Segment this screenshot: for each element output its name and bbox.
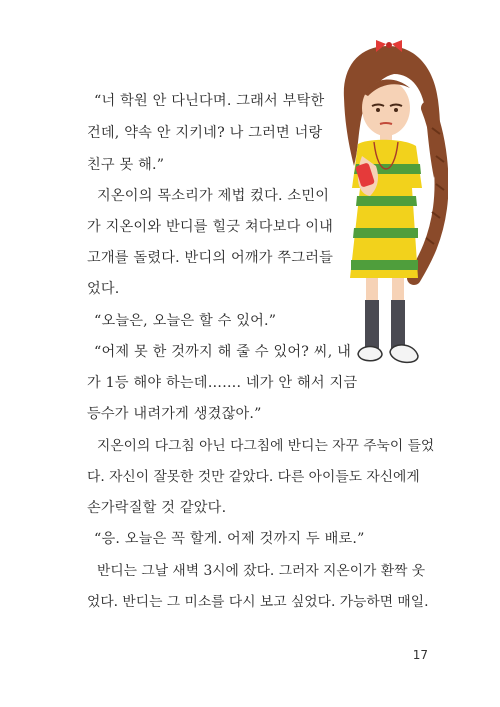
- text-line: 가 지온이와 반디를 힐긋 쳐다보다 이내: [87, 219, 334, 235]
- text-line: “어제 못 한 것까지 해 줄 수 있어? 씨, 내: [94, 344, 352, 360]
- text-line: 었다.: [87, 281, 120, 297]
- text-line: 지온이의 목소리가 제법 컸다. 소민이: [97, 188, 330, 204]
- text-line: “너 학원 안 다닌다며. 그래서 부탁한: [94, 93, 325, 109]
- text-line: 등수가 내려가게 생겼잖아.”: [87, 406, 262, 422]
- text-line: 가 1등 해야 하는데……. 네가 안 해서 지금: [87, 375, 358, 391]
- text-line: 다. 자신이 잘못한 것만 같았다. 다른 아이들도 자신에게: [87, 469, 420, 485]
- text-line: 었다. 반디는 그 미소를 다시 보고 싶었다. 가능하면 매일.: [87, 594, 429, 610]
- text-line: 친구 못 해.”: [87, 157, 165, 173]
- text-line: “응. 오늘은 꼭 할게. 어제 것까지 두 배로.”: [94, 531, 365, 547]
- text-line: “오늘은, 오늘은 할 수 있어.”: [94, 313, 277, 329]
- text-line: 손가락질할 것 같았다.: [87, 500, 227, 516]
- girl-illustration: [328, 38, 448, 390]
- text-line: 반디는 그날 새벽 3시에 잤다. 그러자 지온이가 환짝 웃: [97, 563, 426, 579]
- page-number: 17: [412, 648, 428, 662]
- text-line: 건데, 약속 안 지키네? 나 그러면 너랑: [87, 125, 323, 141]
- text-line: 고개를 돌렸다. 반디의 어깨가 쭈그러들: [87, 250, 334, 266]
- text-line: 지온이의 다그침 아닌 다그침에 반디는 자꾸 주눅이 들었: [97, 438, 435, 454]
